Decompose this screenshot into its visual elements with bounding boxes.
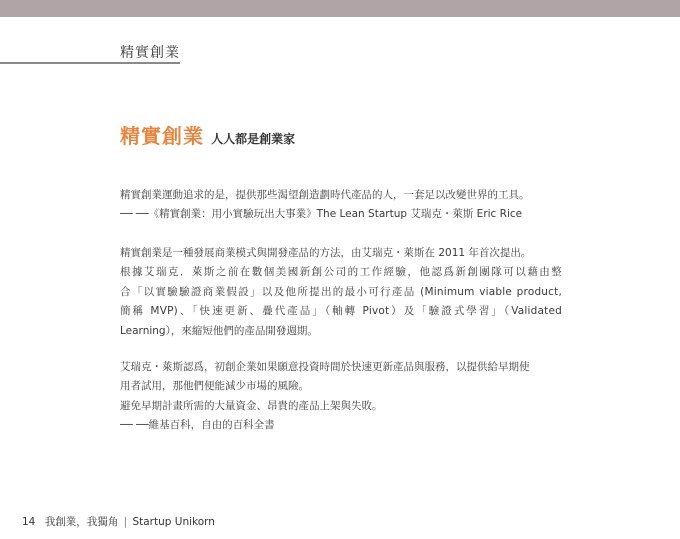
paragraph-line: 合「以實驗驗證商業假設」以及他所提出的最小可行產品 (Minimum viable product, bbox=[120, 285, 562, 298]
paragraph-line: 根據艾瑞克．萊斯之前在數個美國新創公司的工作經驗，他認爲新創團隊可以藉由整 bbox=[120, 266, 562, 279]
paragraph-line: 精實創業是一種發展商業模式與開發產品的方法，由艾瑞克・萊斯在 2011 年首次提出。 bbox=[120, 247, 532, 259]
wikipedia-attribution: ── ──維基百科，自由的百科全書 bbox=[120, 419, 275, 432]
chapter-headline bbox=[120, 120, 295, 149]
ries-paragraph bbox=[120, 358, 562, 436]
paragraph-line: 艾瑞克・萊斯認爲，初創企業如果願意投資時間於快速更新產品與服務，以提供給早期使 bbox=[120, 361, 530, 373]
headline-title: 精實創業 bbox=[120, 124, 204, 148]
section-underline bbox=[0, 62, 180, 64]
paragraph-line: 用者試用，那他們便能減少市場的風險。 bbox=[120, 380, 309, 393]
paragraph-line: Learning），來縮短他們的產品開發週期。 bbox=[120, 324, 318, 337]
book-title: 我創業，我獨角 bbox=[44, 516, 119, 528]
quote-text: 精實創業運動追求的是，提供那些渴望創造劃時代產品的人，一套足以改變世界的工具。 bbox=[120, 189, 530, 201]
opening-quote bbox=[120, 186, 562, 225]
quote-attribution: ── ──《精實創業：用小實驗玩出大事業》The Lean Startup 艾瑞克・萊斯 Eric Rice bbox=[120, 208, 523, 221]
section-title: 精實創業 bbox=[120, 45, 180, 61]
page-footer bbox=[22, 514, 215, 529]
section-header bbox=[0, 40, 180, 66]
definition-paragraph bbox=[120, 244, 562, 341]
page-number: 14 bbox=[22, 516, 36, 528]
headline-subtitle: 人人都是創業家 bbox=[211, 132, 296, 146]
series-name: Startup Unikorn bbox=[132, 516, 215, 528]
footer-separator: | bbox=[123, 516, 128, 528]
top-color-bar bbox=[0, 0, 680, 17]
paragraph-line: 避免早期計畫所需的大量資金、昂貴的產品上架與失敗。 bbox=[120, 399, 383, 412]
paragraph-line: 簡稱 MVP)、「快速更新、疊代產品」（軸轉 Pivot）及「驗證式學習」（Validated bbox=[120, 305, 562, 318]
